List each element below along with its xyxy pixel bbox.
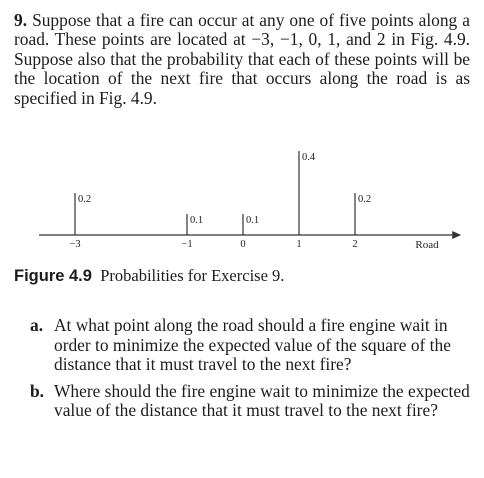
tick-label: −1: [181, 239, 193, 250]
problem-statement: [14, 11, 470, 108]
probability-figure: [0, 150, 484, 260]
problem-number: 9.: [14, 10, 28, 30]
part-b-text: Where should the fire engine wait to minimize the expected value of the distance that it must travel to the next fire?: [54, 380, 470, 421]
exercise-parts: [30, 316, 470, 428]
figure-label: Figure 4.9: [14, 267, 92, 285]
problem-text: Suppose that a fire can occur at any one of five points along a road. These points are located at −3, −1, 0, 1, and 2 in Fig. 4.9. Suppose also that the probability that each of these points will be the location of the next fire that occurs along the road is as specified in Fig. 4.9.: [14, 10, 470, 108]
tick-label: 2: [352, 239, 358, 250]
tick-label: 1: [296, 239, 302, 250]
part-a: [30, 316, 470, 375]
tick-label: −3: [69, 239, 81, 250]
part-b-letter: b.: [30, 380, 45, 401]
value-label: 0.4: [302, 152, 316, 163]
tick-label: 0: [240, 239, 246, 250]
value-label: 0.2: [78, 194, 92, 205]
value-label: 0.1: [246, 215, 260, 226]
road-axis-arrow: [452, 231, 461, 239]
caption-text: Probabilities for Exercise 9.: [100, 266, 285, 285]
value-label: 0.1: [190, 215, 204, 226]
axis-label-road: Road: [415, 239, 439, 251]
part-a-text: At what point along the road should a fire engine wait in order to minimize the expected value of the square of the distance that it must travel to the next fire?: [54, 315, 451, 375]
road-probability-chart: [0, 150, 484, 260]
part-b: [30, 382, 470, 421]
part-a-letter: a.: [30, 315, 44, 335]
figure-caption: [14, 266, 284, 286]
value-label: 0.2: [358, 194, 372, 205]
